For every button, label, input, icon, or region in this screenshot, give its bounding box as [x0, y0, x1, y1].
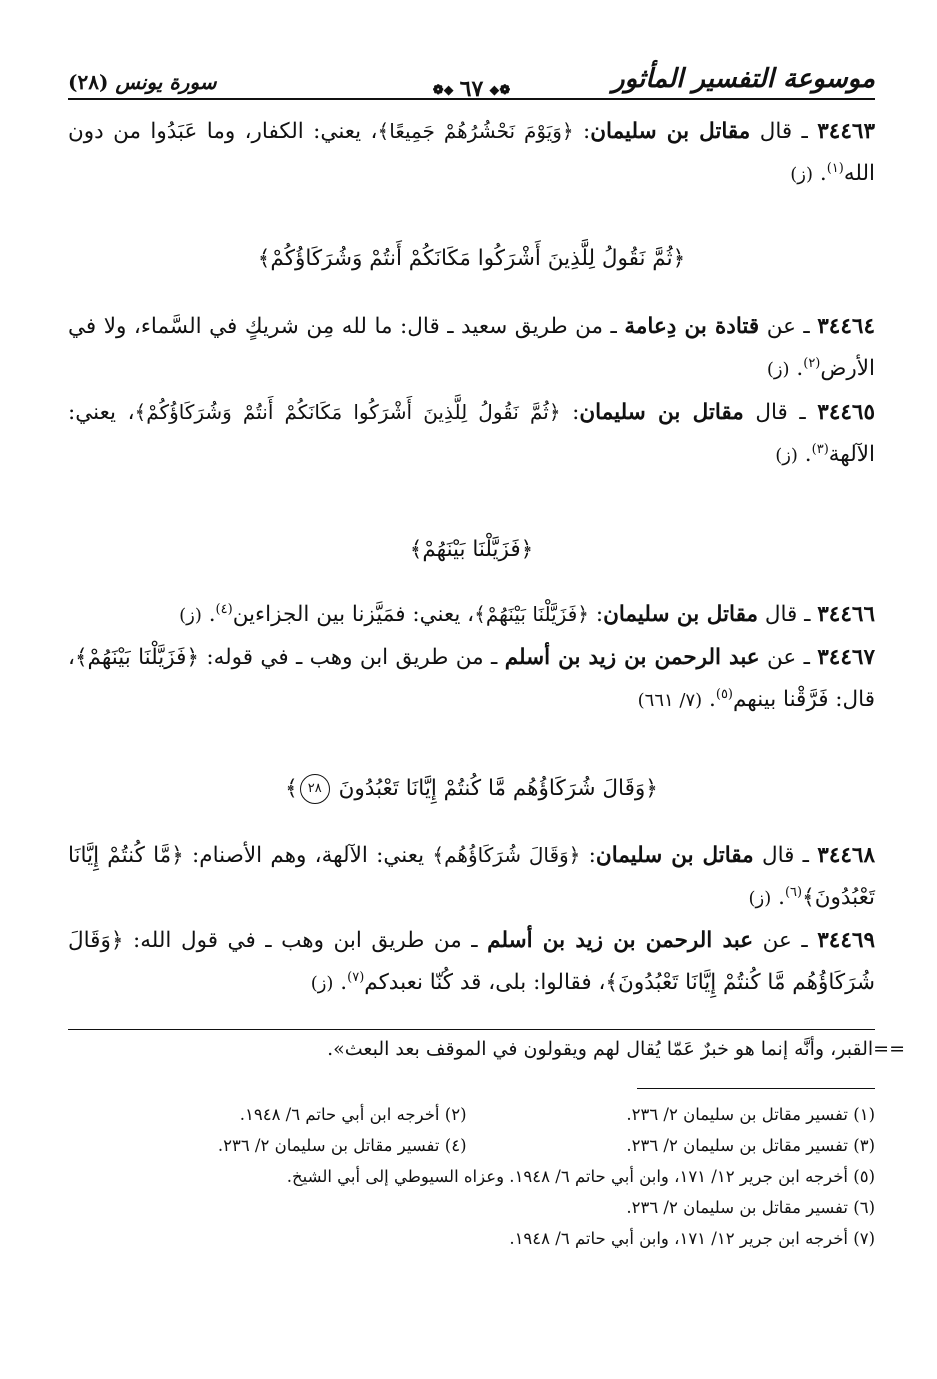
narration-text: ، يعني: فمَيَّزنا بين الجزاءين [232, 602, 475, 627]
narration-text: ـ من طريق سعيد ـ قال: ما لله مِن شريكٍ في السَّماء، ولا في الأرض [68, 314, 875, 381]
footnote: (٦) تفسير مقاتل بن سليمان ٢/ ٢٣٦. [626, 1198, 875, 1217]
narration-lead: ـ عن [759, 645, 818, 670]
footnote-ref: (٧) [347, 969, 365, 985]
narration-entry [68, 834, 875, 920]
narration-text: ـ من طريق ابن وهب ـ في قوله: ﴿فَزَيَّلْنَا بَيْنَهُمْ﴾، قال: فَرَّقْنا بينهم [68, 645, 875, 712]
narration-entry [68, 306, 875, 391]
footnote-ref: (٥) [715, 686, 733, 702]
narration-text: ـ من طريق ابن وهب ـ في قول الله: ﴿وَقَالَ شُرَكَاؤُهُم مَّا كُنتُمْ إِيَّانَا تَعْبُدُونَ﴾، فقالوا: بلى، قد كُنّا نعبدكم [68, 928, 875, 995]
footnote-separator [68, 1029, 875, 1030]
ayah-number-badge: ٢٨ [300, 774, 330, 804]
narrator-name: قتادة بن دِعامة [624, 314, 760, 339]
narration-colon: : [588, 602, 604, 627]
narrator-name: مقاتل بن سليمان [595, 843, 754, 868]
quran-quote: ﴿ثُمَّ نَقُولُ لِلَّذِينَ أَشْرَكُوا مَكَانَكُمْ أَنتُمْ وَشُرَكَاؤُكُمْ﴾ [134, 400, 561, 424]
page-number-value: ٦٧ [459, 76, 484, 102]
narration-lead: ـ عن [759, 314, 818, 339]
narration-tail: . [789, 356, 804, 381]
footnote-ref: (١) [826, 160, 844, 176]
narrator-name: عبد الرحمن بن زيد بن أسلم [504, 645, 760, 670]
narration-lead: ـ قال [757, 602, 818, 627]
book-title: موسوعة التفسير المأثور [612, 64, 875, 94]
page-number [427, 76, 516, 102]
narration-lead: ـ قال [743, 400, 818, 425]
narration-text: يعني: الآلهة، وهم الأصنام: ﴿مَّا كُنتُمْ إِيَّانَا تَعْبُدُونَ﴾ [68, 843, 875, 910]
surah-name: سورة يونس [115, 70, 217, 94]
narration-entry [68, 920, 875, 1005]
narration-lead: ـ قال [753, 843, 818, 868]
narration-colon: : [573, 119, 591, 144]
ornament-icon: ◆❁ [489, 82, 511, 98]
narrator-name: مقاتل بن سليمان [603, 602, 758, 627]
footnote-separator-short [637, 1088, 875, 1089]
narrator-name: عبد الرحمن بن زيد بن أسلم [487, 928, 754, 953]
narration-colon: : [560, 400, 580, 425]
verse-heading: ﴿فَزَيَّلْنَا بَيْنَهُمْ﴾ [409, 537, 534, 562]
narration-number: ٣٤٤٦٨ [817, 843, 876, 868]
narration-tail: . [702, 687, 716, 712]
narration-tail: . [771, 885, 785, 910]
narration-tail: . [201, 602, 216, 627]
footnote-ref: (٣) [811, 441, 829, 457]
footnote-ref: (٤) [215, 601, 233, 617]
quran-quote: ﴿فَزَيَّلْنَا بَيْنَهُمْ﴾ [474, 602, 589, 626]
narration-number: ٣٤٤٦٩ [817, 928, 875, 953]
narration-number: ٣٤٤٦٤ [817, 314, 875, 339]
verse-text: ﴿وَقَالَ شُرَكَاؤُهُم مَّا كُنتُمْ إِيَّانَا تَعْبُدُونَ [338, 776, 658, 801]
footnote: (٢) أخرجه ابن أبي حاتم ٦/ ١٩٤٨. [239, 1105, 467, 1124]
verse-close: ﴾ [285, 776, 298, 801]
source-tag: (ز) [775, 445, 798, 466]
narration-text: ، يعني: الآلهة [68, 400, 875, 467]
footnote-ref: (٦) [784, 884, 803, 900]
running-header [68, 58, 875, 100]
footnote-ref: (٢) [803, 355, 821, 371]
footnote: (٥) أخرجه ابن جرير ١٢/ ١٧١، وابن أبي حاتم ٦/ ١٩٤٨. وعزاه السيوطي إلى أبي الشيخ. [286, 1167, 875, 1186]
narration-tail: . [333, 970, 348, 995]
footnote: (٤) تفسير مقاتل بن سليمان ٢/ ٢٣٦. [217, 1136, 467, 1155]
quran-quote: ﴿وَقَالَ شُرَكَاؤُهُم﴾ [432, 843, 581, 867]
footnote: (٣) تفسير مقاتل بن سليمان ٢/ ٢٣٦. [626, 1136, 875, 1155]
quran-quote: ﴿وَيَوْمَ نَحْشُرُهُمْ جَمِيعًا﴾ [377, 119, 574, 143]
narration-number: ٣٤٤٦٧ [817, 645, 875, 670]
source-tag: (ز) [790, 164, 814, 185]
verse-heading [68, 768, 875, 810]
ornament-icon: ❁◆ [432, 82, 454, 98]
footnote-continuation: ==القبر، وأنَّه إنما هو خبرٌ عَمّا يُقال لهم ويقولون في الموقف بعد البعث». [327, 1038, 905, 1060]
narration-lead: ـ عن [753, 928, 818, 953]
narration-number: ٣٤٤٦٦ [817, 602, 875, 627]
narration-number: ٣٤٤٦٥ [817, 400, 876, 425]
surah-number: (٢٨) [68, 70, 109, 94]
footnote: (١) تفسير مقاتل بن سليمان ٢/ ٢٣٦. [626, 1105, 875, 1124]
source-tag: (٧/ ٦٦١) [637, 690, 703, 711]
footnotes-grid [68, 1099, 875, 1161]
narration-number: ٣٤٤٦٣ [817, 119, 875, 144]
narration-lead: ـ قال [750, 119, 818, 144]
narration-text: ، يعني: الكفار، وما عَبَدُوا من دون الله [68, 119, 875, 186]
narration-colon: : [580, 843, 596, 868]
source-tag: (ز) [179, 605, 202, 626]
narration-tail: . [813, 161, 827, 186]
narrator-name: مقاتل بن سليمان [590, 119, 751, 144]
narration-entry [68, 593, 875, 637]
source-tag: (ز) [748, 888, 772, 909]
surah-label [68, 70, 217, 94]
narration-entry [68, 637, 875, 722]
source-tag: (ز) [766, 359, 790, 380]
source-tag: (ز) [310, 973, 334, 994]
narrator-name: مقاتل بن سليمان [579, 400, 744, 425]
narration-entry [68, 391, 875, 477]
narration-tail: . [797, 442, 812, 467]
verse-heading: ﴿ثُمَّ نَقُولُ لِلَّذِينَ أَشْرَكُوا مَكَانَكُمْ أَنتُمْ وَشُرَكَاؤُكُمْ﴾ [257, 246, 686, 271]
footnote: (٧) أخرجه ابن جرير ١٢/ ١٧١، وابن أبي حاتم ٦/ ١٩٤٨. [509, 1229, 875, 1248]
narration-entry [68, 110, 875, 196]
